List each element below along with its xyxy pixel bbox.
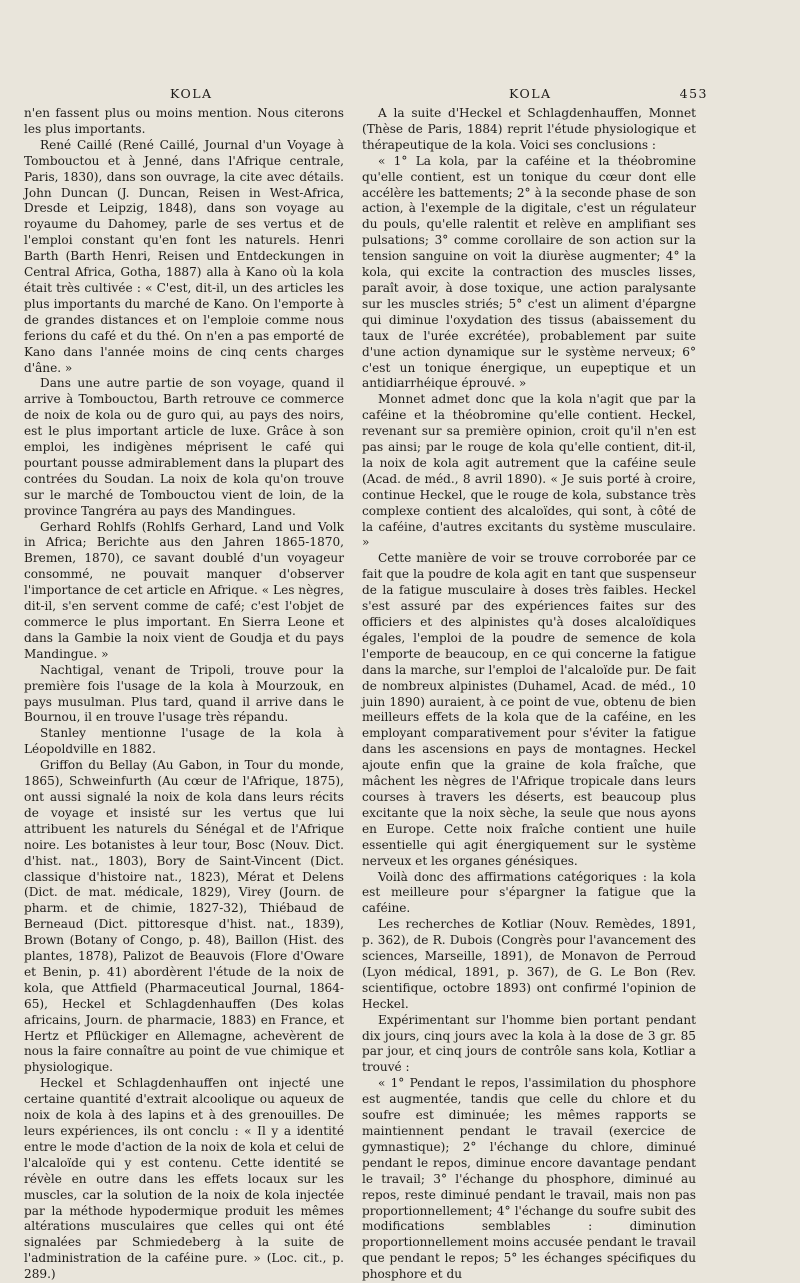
paragraph: Heckel et Schlagdenhauffen ont injecté une certaine quantité d'extrait alcoolique ou aqueux de noix de kola à des lapins et à des grenouilles. De leurs expériences, ils ont conclu : « Il y a identité entre le mode d'action de la noix de kola et celui de l'alcaloïde qui y est contenu. Cette identité se révèle en outre dans les effets locaux sur les muscles, car la solution de la noix de kola injectée par la méthode hypodermique produit les mêmes altérations musculaires que celles qui ont été signalées par Schmiedeberg à la suite de l'administration de la caféine pure. » (Loc. cit., p. 289.) [24,1076,344,1282]
paragraph: Cette manière de voir se trouve corroborée par ce fait que la poudre de kola agit en tant que suspenseur de la fatigue musculaire à doses très faibles. Heckel s'est assuré par des expériences faites sur des officiers et des alpinistes qu'à doses alcaloïdiques égales, l'emploi de la poudre de semence de kola l'emporte de beaucoup, en ce qui concerne la fatigue dans la marche, sur l'emploi de l'alcaloïde pur. De fait de nombreux alpinistes (Duhamel, Acad. de méd., 10 juin 1890) auraient, à ce point de vue, obtenu de bien meilleurs effets de la kola que de la caféine, en les employant comparativement pour s'éviter la fatigue dans les ascensions en pays de montagnes. Heckel ajoute enfin que la graine de kola fraîche, que mâchent les nègres de l'Afrique tropicale dans leurs courses à travers les déserts, est beaucoup plus excitante que la noix sèche, la seule que nous ayons en Europe. Cette noix fraîche contient une huile essentielle qui agit énergiquement sur le système nerveux et les organes génésiques. [362,551,696,868]
running-head-left: KOLA [170,86,213,101]
paragraph: Voilà donc des affirmations catégoriques : la kola est meilleure pour s'épargner la fatigue que la caféine. [362,869,696,916]
paragraph: Gerhard Rohlfs (Rohlfs Gerhard, Land und Volk in Africa; Berichte aus den Jahren 1865-1870, Bremen, 1870), ce savant doublé d'un voyageur consommé, ne pouvait manquer d'observer l'importance de cet article en Afrique. « Les nègres, dit-il, s'en servent comme de café; c'est l'objet de commerce le plus important. En Sierra Leone et dans la Gambie la noix vient de Goudja et du pays Mandingue. » [24,519,344,661]
page-number: 453 [679,86,708,101]
paragraph: Dans une autre partie de son voyage, quand il arrive à Tombouctou, Barth retrouve ce commerce de noix de kola ou de guro qui, au pays des noirs, est le plus important article de luxe. Grâce à son emploi, les indigènes méprisent le café qui pourtant pousse admirablement dans la plupart des contrées du Soudan. La noix de kola qu'on trouve sur le marché de Tombouctou vient de loin, de la province Tangréra au pays des Mandingues. [24,376,344,518]
left-column [24,106,344,1283]
paragraph: Monnet admet donc que la kola n'agit que par la caféine et la théobromine qu'elle contient. Heckel, revenant sur sa première opinion, croit qu'il n'en est pas ainsi; par le rouge de kola qu'elle contient, dit-il, la noix de kola agit autrement que la caféine seule (Acad. de méd., 8 avril 1890). « Je suis porté à croire, continue Heckel, que le rouge de kola, substance très complexe contient des alcaloïdes, qui sont, à côté de la caféine, d'autres excitants du système musculaire. » [362,392,696,550]
paragraph: Nachtigal, venant de Tripoli, trouve pour la première fois l'usage de la kola à Mourzouk, en pays musulman. Plus tard, quand il arrive dans le Bournou, il en trouve l'usage très répandu. [24,662,344,725]
paragraph: A la suite d'Heckel et Schlagdenhauffen, Monnet (Thèse de Paris, 1884) reprit l'étude physiologique et thérapeutique de la kola. Voici ses conclusions : [362,106,696,152]
paragraph: Les recherches de Kotliar (Nouv. Remèdes, 1891, p. 362), de R. Dubois (Congrès pour l'avancement des sciences, Marseille, 1891), de Monavon de Perroud (Lyon médical, 1891, p. 367), de G. Le Bon (Rev. scientifique, octobre 1893) ont confirmé l'opinion de Heckel. [362,917,696,1011]
paragraph: Griffon du Bellay (Au Gabon, in Tour du monde, 1865), Schweinfurth (Au cœur de l'Afrique, 1875), ont aussi signalé la noix de kola dans leurs récits de voyage et insisté sur les vertus que lui attribuent les naturels du Sénégal et de l'Afrique noire. Les botanistes à leur tour, Bosc (Nouv. Dict. d'hist. nat., 1803), Bory de Saint-Vincent (Dict. classique d'histoire nat., 1823), Mérat et Delens (Dict. de mat. médicale, 1829), Virey (Journ. de pharm. et de chimie, 1827-32), Thiébaud de Berneaud (Dict. pittoresque d'hist. nat., 1839), Brown (Botany of Congo, p. 48), Baillon (Hist. des plantes, 1878), Palizot de Beauvois (Flore d'Oware et Benin, p. 41) abordèrent l'étude de la noix de kola, que Attfield (Pharmaceutical Journal, 1864-65), Heckel et Schlagdenhauffen (Des kolas africains, Journ. de pharmacie, 1883) en France, et Hertz et Pflückiger en Allemagne, achevèrent de nous la faire connaître au point de vue chimique et physiologique. [24,758,344,1075]
right-column [362,106,696,1283]
paragraph: « 1° La kola, par la caféine et la théobromine qu'elle contient, est un tonique du cœur dont elle accélère les battements; 2° à la seconde phase de son action, à l'exemple de la digitale, c'est un régulateur du pouls, qu'elle ralentit et relève en amplifiant ses pulsations; 3° comme corollaire de son action sur la tension sanguine on voit la diurèse augmenter; 4° la kola, qui excite la contraction des muscles lisses, paraît avoir, à dose toxique, une action paralysante sur les muscles striés; 5° c'est un aliment d'épargne qui diminue l'oxydation des tissus (abaissement du taux de l'urée excrétée), probablement par suite d'une action dynamique sur le système nerveux; 6° c'est un tonique énergique, un eupeptique et un antidiarrhéique éprouvé. » [362,153,696,391]
paragraph: René Caillé (René Caillé, Journal d'un Voyage à Tombouctou et à Jenné, dans l'Afrique centrale, Paris, 1830), dans son ouvrage, la cite avec détails. John Duncan (J. Duncan, Reisen in West-Africa, Dresde et Leipzig, 1848), dans son voyage au royaume du Dahomey, parle de ses vertus et de l'emploi constant qu'en font les naturels. Henri Barth (Barth Henri, Reisen und Entdeckungen in Central Africa, Gotha, 1887) alla à Kano où la kola était très cultivée : « C'est, dit-il, un des articles les plus importants du marché de Kano. On l'emporte à de grandes distances et on l'emploie comme nous ferions du café et du thé. On n'en a pas emporté de Kano dans l'année moins de cinq cents charges d'âne. » [24,137,344,375]
paragraph: n'en fassent plus ou moins mention. Nous citerons les plus importants. [24,106,344,136]
paragraph: Expérimentant sur l'homme bien portant pendant dix jours, cinq jours avec la kola à la dose de 3 gr. 85 par jour, et cinq jours de contrôle sans kola, Kotliar a trouvé : [362,1012,696,1075]
running-head-right: KOLA [509,86,552,101]
paragraph: Stanley mentionne l'usage de la kola à Léopoldville en 1882. [24,726,344,757]
paragraph: « 1° Pendant le repos, l'assimilation du phosphore est augmentée, tandis que celle du chlore et du soufre est diminuée; les mêmes rapports se maintiennent pendant le travail (exercice de gymnastique); 2° l'échange du chlore, diminué pendant le repos, diminue encore davantage pendant le travail; 3° l'échange du phosphore, diminué au repos, reste diminué pendant le travail, mais non pas proportionnellement; 4° l'échange du soufre subit des modifications semblables : diminution proportionnellement moins accusée pendant le travail que pendant le repos; 5° les échanges spécifiques du phosphore et du [362,1076,696,1282]
